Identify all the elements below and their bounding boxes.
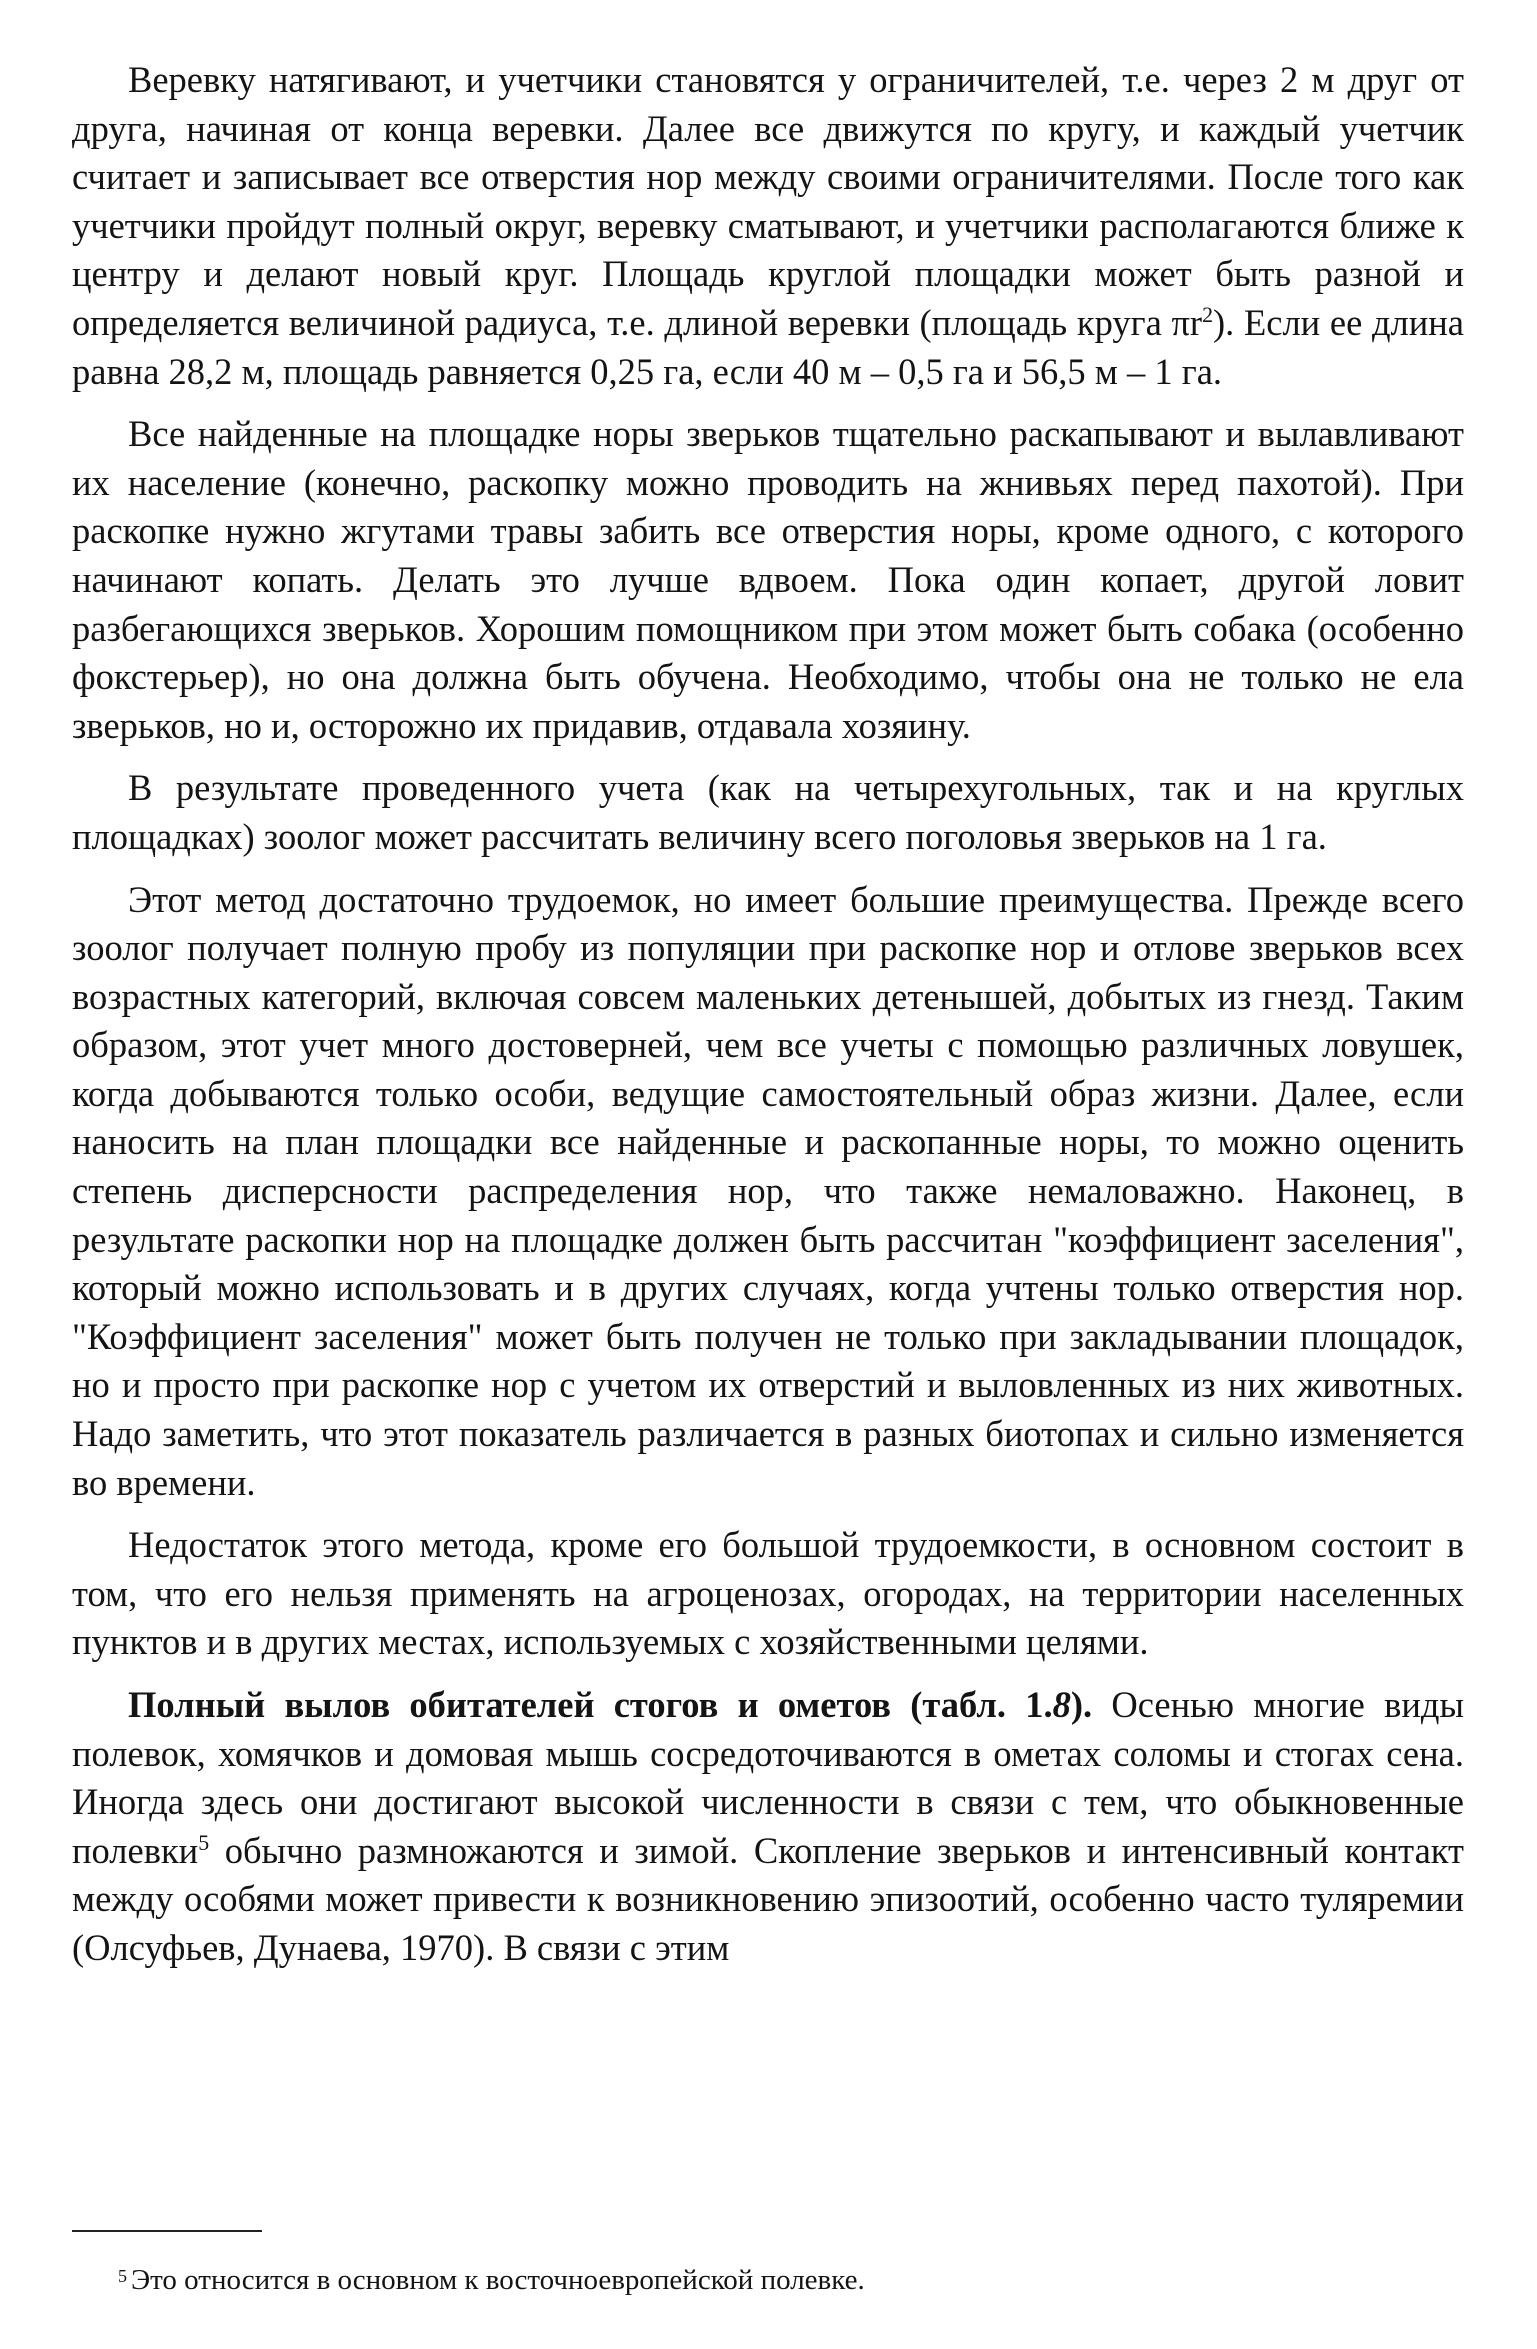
paragraph-method-advantages: Этот метод достаточно трудоемок, но имеет большие преимущества. Прежде всего зоолог получает полную пробу из популяции при раскопке нор и отлове зверьков всех возрастных категорий, включая совсем маленьких детенышей, добытых из гнезд. Таким образом, этот учет много достоверней, чем все учеты с помощью различных ловушек, когда добываются только особи, ведущие самостоятельный образ жизни. Далее, если наносить на план площадки все найденные и раскопанные норы, то можно оценить степень дисперсности распределения нор, что также немаловажно. Наконец, в результате раскопки нор на площадке должен быть рассчитан "коэффициент заселения", который можно использовать и в других случаях, когда учтены только отверстия нор. "Коэффициент заселения" может быть получен не только при закладывании площадок, но и просто при раскопке нор с учетом их отверстий и выловленных из них животных. Надо заметить, что этот показатель различается в разных биотопах и сильно изменяется во времени.: [72, 878, 1464, 1503]
paragraph-census-result: В результате проведенного учета (как на четырехугольных, так и на круглых площадках) зоолог может рассчитать величину всего поголовья зверьков на 1 га.: [72, 767, 1464, 857]
paragraph-text: Веревку натягивают, и учетчики становятся у ограничителей, т.е. через 2 м друг от друга, начиная от конца веревки. Далее все движутся по кругу, и каждый учетчик считает и записывает все отверстия нор между своими ограничителями. После того как учетчики пройдут полный округ, веревку сматывают, и учетчики располагаются ближе к центру и делают новый круг. Площадь круглой площадки может быть разной и определяется величиной радиуса, т.е. длиной веревки (площадь круга πr: [72, 59, 1464, 343]
section-heading: Полный вылов обитателей стогов и ометов (табл. 1.8).: [128, 1684, 1093, 1725]
paragraph-haystack-capture: [72, 1681, 1464, 1973]
footnote-text: Это относится в основном к восточноевропейской полевке.: [131, 2264, 865, 2296]
paragraph-text: ). Если ее длина равна 28,2 м, площадь равняется 0,25 га, если 40 м – 0,5 га и 56,5 м – 1 га.: [72, 301, 1464, 392]
paragraph-text: обычно размножаются и зимой. Скопление зверьков и интенсивный контакт между особями может привести к возникновению эпизоотий, особенно часто туляремии (Олсуфьев, Дунаева, 1970). В связи с этим: [72, 1829, 1464, 1968]
superscript-two: 2: [1202, 301, 1214, 327]
footnote-divider: [72, 2230, 262, 2232]
footnote-mark: 5: [118, 2266, 127, 2286]
footnote: [118, 2260, 1418, 2300]
paragraph-text: Осенью многие виды полевок, хомячков и домовая мышь сосредоточиваются в ометах соломы и стогах сена. Иногда здесь они достигают высокой численности в связи с тем, что обыкновенные полевки: [72, 1684, 1464, 1871]
page-body: [72, 56, 1464, 1987]
paragraph-method-drawbacks: Недостаток этого метода, кроме его большой трудоемкости, в основном состоит в том, что его нельзя применять на агроценозах, огородах, на территории населенных пунктов и в других местах, используемых с хозяйственными целями.: [72, 1524, 1464, 1663]
footnote-reference[interactable]: 5: [198, 1829, 210, 1855]
paragraph-burrow-excavation: Все найденные на площадке норы зверьков тщательно раскапывают и вылавливают их население (конечно, раскопку можно проводить на жнивьях перед пахотой). При раскопке нужно жгутами травы забить все отверстия норы, кроме одного, с которого начинают копать. Делать это лучше вдвоем. Пока один копает, другой ловит разбегающихся зверьков. Хорошим помощником при этом может быть собака (особенно фокстерьер), но она должна быть обучена. Необходимо, чтобы она не только не ела зверьков, но и, осторожно их придавив, отдавала хозяину.: [72, 413, 1464, 746]
paragraph-circle-count: [72, 56, 1464, 396]
